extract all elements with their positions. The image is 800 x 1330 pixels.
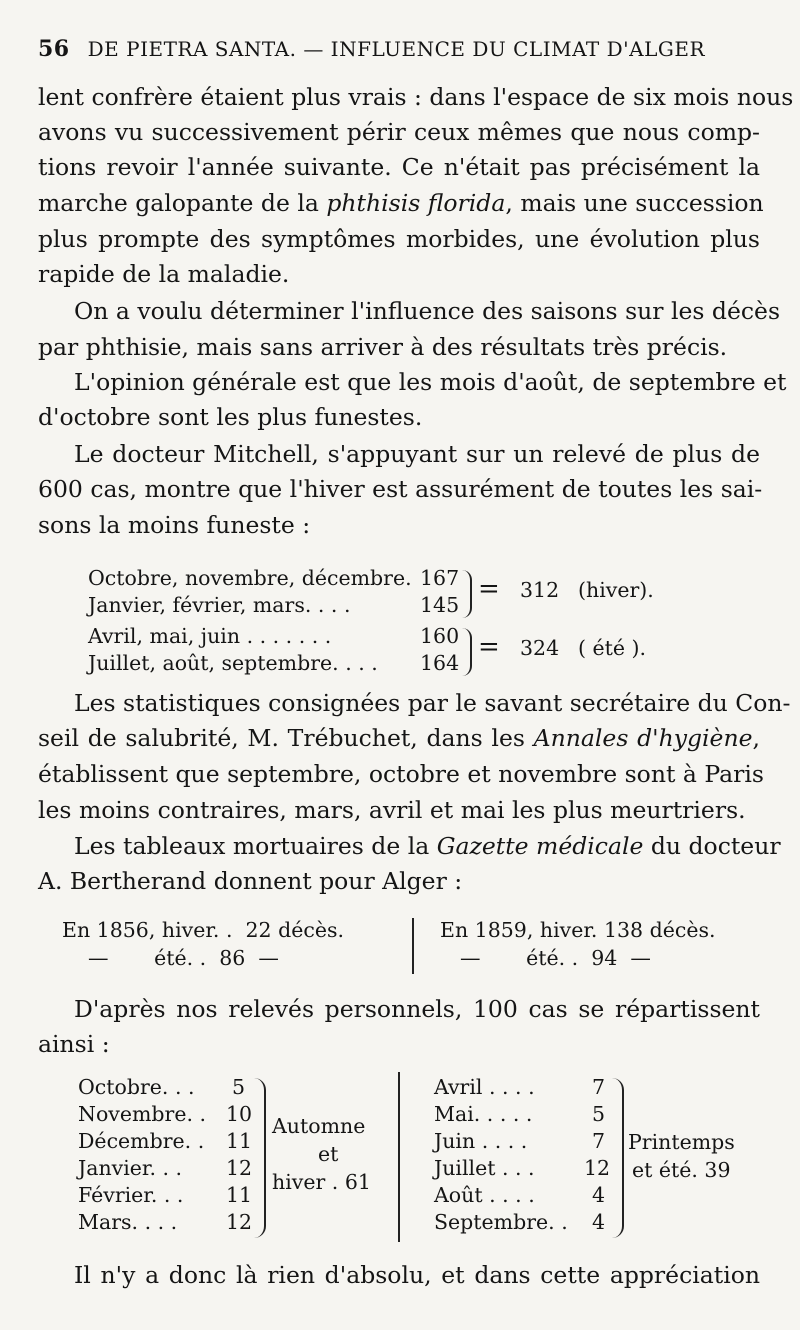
text-run: seil de salubrité, M. Trébuchet, dans les	[38, 724, 534, 752]
group-label: Printemps	[628, 1130, 735, 1154]
group-total: 312	[520, 578, 560, 602]
column-divider	[398, 1072, 400, 1242]
table-row-label: Juillet, août, septembre. . . .	[88, 651, 378, 675]
month-value: 11	[226, 1129, 253, 1153]
text-line: ainsi :	[38, 1030, 110, 1058]
text-run: ,	[752, 724, 760, 752]
text-line: établissent que septembre, octobre et novembre sont à Paris	[38, 760, 764, 788]
group-label: Automne	[272, 1114, 366, 1138]
text-run: marche galopante de la	[38, 189, 327, 217]
table-cell: — été. . 94 —	[460, 946, 651, 970]
month-label: Avril . . . .	[434, 1075, 535, 1099]
brace	[462, 570, 472, 618]
text-line: plus prompte des symptômes morbides, une évolution plus	[38, 225, 760, 253]
page-number: 56	[38, 36, 70, 62]
text-line: d'octobre sont les plus funestes.	[38, 403, 423, 431]
running-title: DE PIETRA SANTA. — INFLUENCE DU CLIMAT D'ALGER	[87, 37, 706, 61]
table-cell: — été. . 86 —	[88, 946, 279, 970]
month-value: 10	[226, 1102, 253, 1126]
brace	[462, 628, 472, 676]
brace	[254, 1078, 266, 1238]
month-label: Août . . . .	[434, 1183, 535, 1207]
month-value: 11	[226, 1183, 253, 1207]
group-label: et été. 39	[632, 1158, 731, 1182]
text-line: On a voulu déterminer l'influence des saisons sur les décès	[74, 297, 780, 325]
text-line: tions revoir l'année suivante. Ce n'était pas précisément la	[38, 153, 760, 181]
month-value: 4	[592, 1183, 606, 1207]
text-run: du docteur	[643, 832, 781, 860]
text-line: par phthisie, mais sans arriver à des résultats très précis.	[38, 333, 728, 361]
month-label: Décembre. .	[78, 1129, 205, 1153]
month-value: 12	[584, 1156, 611, 1180]
running-header	[38, 36, 758, 62]
equals-sign: =	[478, 632, 500, 662]
italic-title: Annales d'hygiène	[533, 724, 753, 752]
text-line: A. Bertherand donnent pour Alger :	[38, 867, 463, 895]
table-row-label: Octobre, novembre, décembre.	[88, 566, 412, 590]
italic-term: phthisis florida	[326, 189, 506, 217]
text-line	[74, 831, 781, 861]
text-line: sons la moins funeste :	[38, 511, 311, 539]
text-line: Il n'y a donc là rien d'absolu, et dans cette appréciation	[74, 1261, 760, 1289]
group-label: et	[318, 1142, 339, 1166]
table-row-label: Janvier, février, mars. . . .	[88, 593, 351, 617]
group-season: (hiver).	[578, 578, 654, 602]
month-label: Janvier. . .	[78, 1156, 183, 1180]
italic-title: Gazette médicale	[436, 832, 644, 860]
text-run: , mais une succession	[505, 189, 764, 217]
brace	[612, 1078, 624, 1238]
month-value: 4	[592, 1210, 606, 1234]
month-label: Février. . .	[78, 1183, 184, 1207]
month-label: Juillet . . .	[434, 1156, 535, 1180]
text-line	[38, 723, 760, 753]
group-total: 324	[520, 636, 560, 660]
month-value: 12	[226, 1210, 253, 1234]
month-value: 12	[226, 1156, 253, 1180]
text-run: Les tableaux mortuaires de la	[74, 832, 437, 860]
month-label: Mai. . . . .	[434, 1102, 533, 1126]
column-divider	[412, 918, 414, 974]
text-line: Le docteur Mitchell, s'appuyant sur un relevé de plus de	[74, 440, 760, 468]
text-line: L'opinion générale est que les mois d'août, de septembre et	[74, 368, 787, 396]
month-value: 5	[232, 1075, 246, 1099]
group-label: hiver . 61	[272, 1170, 371, 1194]
month-label: Novembre. .	[78, 1102, 207, 1126]
month-label: Mars. . . .	[78, 1210, 178, 1234]
month-value: 5	[592, 1102, 606, 1126]
text-line: les moins contraires, mars, avril et mai les plus meurtriers.	[38, 796, 746, 824]
text-line: rapide de la maladie.	[38, 260, 290, 288]
equals-sign: =	[478, 574, 500, 604]
month-label: Septembre. .	[434, 1210, 568, 1234]
table-cell: En 1859, hiver. 138 décès.	[440, 918, 716, 942]
text-line: D'après nos relevés personnels, 100 cas se répartissent	[74, 995, 760, 1023]
month-value: 7	[592, 1075, 606, 1099]
table-cell: En 1856, hiver. . 22 décès.	[62, 918, 344, 942]
text-line: avons vu successivement périr ceux mêmes que nous comp-	[38, 118, 760, 146]
table-row-value: 164	[420, 651, 460, 675]
month-value: 7	[592, 1129, 606, 1153]
text-line	[38, 188, 764, 218]
text-line: Les statistiques consignées par le savant secrétaire du Con-	[74, 689, 791, 717]
table-row-value: 160	[420, 624, 460, 648]
group-season: ( été ).	[578, 636, 647, 660]
text-line: 600 cas, montre que l'hiver est assurément de toutes les sai-	[38, 475, 763, 503]
month-label: Juin . . . .	[434, 1129, 528, 1153]
table-row-value: 167	[420, 566, 460, 590]
text-line: lent confrère étaient plus vrais : dans l'espace de six mois nous	[38, 83, 794, 111]
month-label: Octobre. . .	[78, 1075, 195, 1099]
table-row-value: 145	[420, 593, 460, 617]
table-row-label: Avril, mai, juin . . . . . . .	[88, 624, 332, 648]
